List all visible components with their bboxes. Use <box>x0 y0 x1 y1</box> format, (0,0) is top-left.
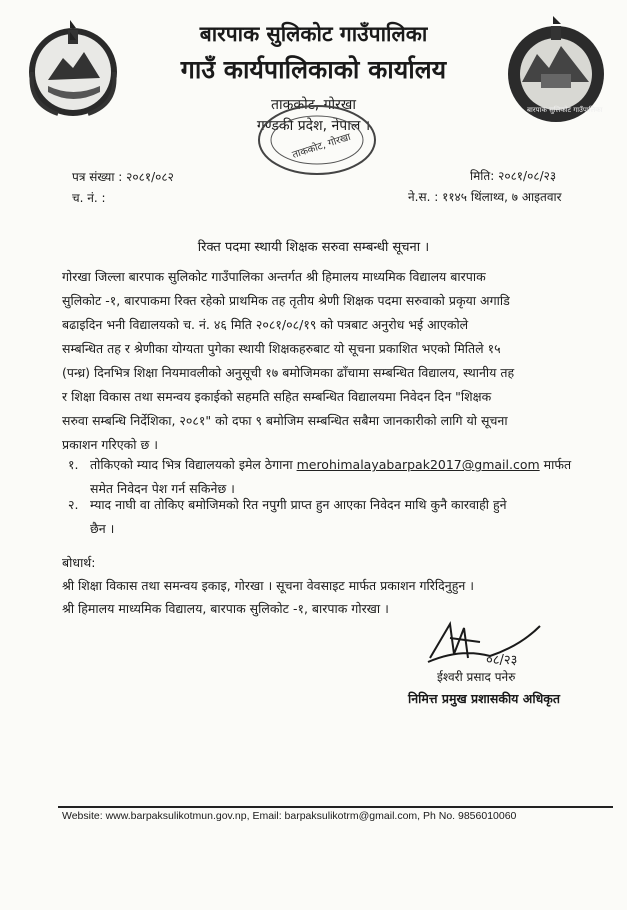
notice-subject: रिक्त पदमा स्थायी शिक्षक सरुवा सम्बन्धी सूचना । <box>197 240 430 255</box>
item-text: छैन । <box>90 521 115 536</box>
cc-line: श्री शिक्षा विकास तथा समन्वय इकाइ, गोरखा । सूचना वेवसाइट मार्फत प्रकाशन गरिदिनुहुन । <box>62 578 475 593</box>
item-text: मार्फत <box>543 457 572 472</box>
dispatch-number: च. नं. : <box>72 191 106 205</box>
nepal-sambat-date: ने.स. : ११४५ थिंलाथ्व, ७ आइतवार <box>408 190 562 204</box>
cc-line: श्री हिमालय माध्यमिक विद्यालय, बारपाक सुलिकोट -१, बारपाक गोरखा । <box>62 601 389 616</box>
office-location: ताककोट, गोरखा <box>270 97 356 113</box>
office-province: गण्डकी प्रदेश, नेपाल । <box>256 118 371 134</box>
item-text: म्याद नाघी वा तोकिए बमोजिमको रित नपुगी प्राप्त हुन आएका निवेदन माथि कुनै कारवाही हुने <box>90 497 507 512</box>
paragraph-line: सुलिकोट -१, बारपाकमा रिक्त रहेको प्राथमिक तह तृतीय श्रेणी शिक्षक पदमा सरुवाको प्रकृया अगाडि <box>62 293 510 308</box>
footer-contact: Website: www.barpaksulikotmun.gov.np, Email: barpaksulikotrm@gmail.com, Ph No. 9856010060 <box>62 810 517 822</box>
footer-divider <box>58 806 613 808</box>
handwritten-signature <box>420 618 550 672</box>
list-number: २. <box>68 497 79 512</box>
letter-date: मिति: २०८१/०८/२३ <box>470 169 557 183</box>
school-email-link[interactable]: merohimalayabarpak2017@gmail.com <box>296 457 540 472</box>
item-text: तोकिएको म्याद भित्र विद्यालयको इमेल ठेगाना <box>90 457 293 472</box>
stamp-text: ताककोट, गोरखा <box>290 131 353 162</box>
cc-label: बोधार्थ: <box>62 555 96 570</box>
paragraph-line: र शिक्षा विकास तथा समन्वय इकाईको सहमति सहित सम्बन्धित विद्यालयमा निवेदन दिन "शिक्षक <box>62 389 492 404</box>
municipality-name: बारपाक सुलिकोट गाउँपालिका <box>199 22 428 46</box>
paragraph-line: गोरखा जिल्ला बारपाक सुलिकोट गाउँपालिका अन्तर्गत श्री हिमालय माध्यमिक विद्यालय बारपाक <box>62 269 486 284</box>
paragraph-line: (पन्ध्र) दिनभित्र शिक्षा नियमावलीको अनुसूची १७ बमोजिमका ढाँचामा सम्बन्धित विद्यालय, स्थानीय तह <box>62 365 515 380</box>
paragraph-line: सरुवा सम्बन्धि निर्देशिका, २०८१" को दफा ९ बमोजिम सम्बन्धित सबैमा जानकारीको लागि यो सूचना <box>62 413 508 428</box>
item-text: समेत निवेदन पेश गर्न सकिनेछ । <box>90 481 235 496</box>
letter-number: पत्र संख्या : २०८१/०८२ <box>72 170 174 184</box>
list-number: १. <box>68 457 79 472</box>
signature-date: ०८/२३ <box>486 653 518 668</box>
signatory-name: ईश्वरी प्रसाद पनेरु <box>437 670 516 684</box>
logo-text: बारपाक सुलिकोट गाउँपालिका <box>527 106 603 114</box>
office-name: गाउँ कार्यपालिकाको कार्यालय <box>180 55 447 84</box>
paragraph-line: प्रकाशन गरिएको छ । <box>62 437 158 452</box>
paragraph-line: बढाइदिन भनी विद्यालयको च. नं. ४६ मिति २०८१/०८/१९ को पत्रबाट अनुरोध भई आएकोले <box>62 317 469 332</box>
notice-paragraph <box>62 265 587 457</box>
office-stamp <box>255 100 380 180</box>
signatory-title: निमित्त प्रमुख प्रशासकीय अधिकृत <box>408 691 560 706</box>
list-item <box>68 493 588 541</box>
paragraph-line: सम्बन्धित तह र श्रेणीका योग्यता पुगेका स्थायी शिक्षकहरुबाट यो सूचना प्रकाशित भएको मितिले १५ <box>62 341 501 356</box>
